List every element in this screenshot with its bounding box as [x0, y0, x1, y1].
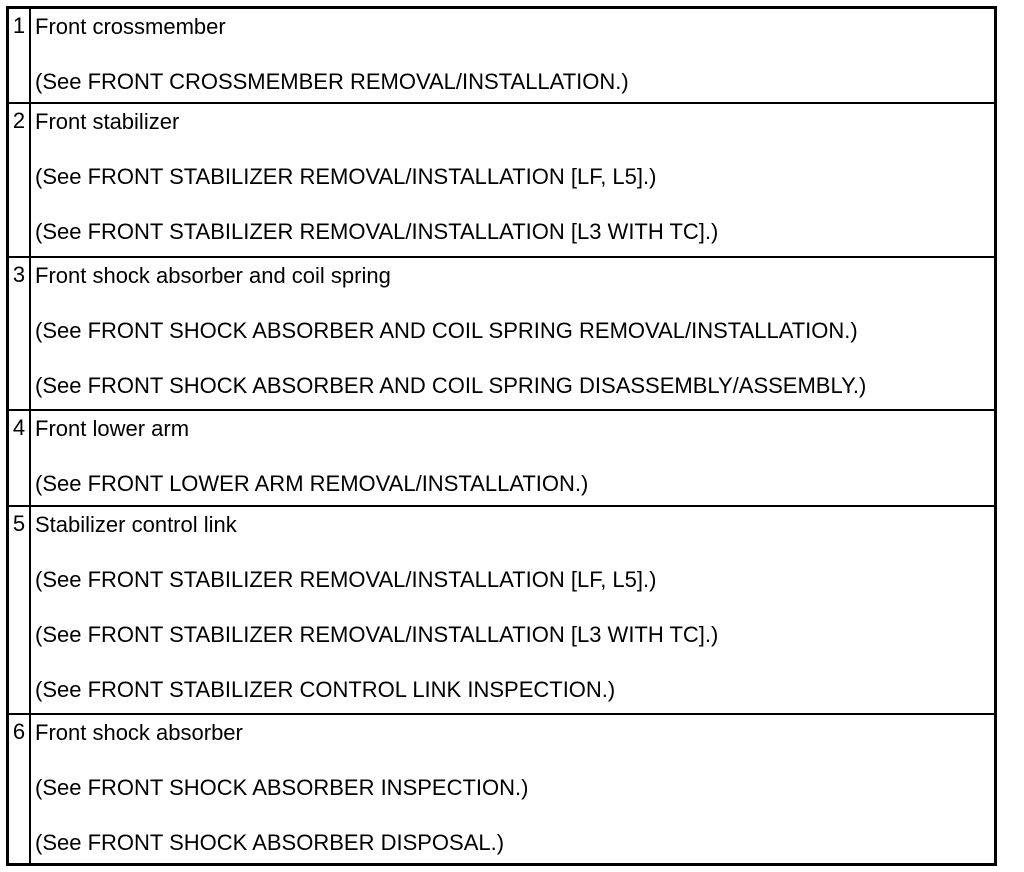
reference-link[interactable]: (See FRONT CROSSMEMBER REMOVAL/INSTALLATION.) — [35, 69, 629, 94]
reference-link[interactable]: (See FRONT STABILIZER REMOVAL/INSTALLATION [L3 WITH TC].) — [35, 621, 719, 647]
reference-link[interactable]: (See FRONT STABILIZER REMOVAL/INSTALLATION [L3 WITH TC].) — [35, 218, 719, 244]
row-description — [30, 257, 996, 410]
row-number: 4 — [8, 410, 31, 506]
row-number: 1 — [8, 8, 31, 103]
part-name: Front lower arm — [35, 415, 190, 441]
part-name: Front shock absorber and coil spring — [35, 262, 391, 288]
reference-link[interactable]: (See FRONT STABILIZER REMOVAL/INSTALLATION [LF, L5].) — [35, 566, 657, 592]
row-description — [30, 103, 996, 257]
reference-link[interactable]: (See FRONT STABILIZER CONTROL LINK INSPECTION.) — [35, 676, 616, 702]
parts-table — [6, 6, 997, 866]
table-row — [8, 8, 996, 103]
row-number: 5 — [8, 506, 31, 714]
reference-link[interactable]: (See FRONT SHOCK ABSORBER AND COIL SPRING DISASSEMBLY/ASSEMBLY.) — [35, 372, 867, 398]
row-description — [30, 714, 996, 865]
reference-link[interactable]: (See FRONT STABILIZER REMOVAL/INSTALLATION [LF, L5].) — [35, 163, 657, 189]
table-row — [8, 714, 996, 865]
row-number: 6 — [8, 714, 31, 865]
row-number: 3 — [8, 257, 31, 410]
table-row — [8, 506, 996, 714]
table-row — [8, 410, 996, 506]
part-name: Front crossmember — [35, 14, 226, 39]
table-row — [8, 257, 996, 410]
row-number: 2 — [8, 103, 31, 257]
row-description — [30, 8, 996, 103]
row-description — [30, 506, 996, 714]
part-name: Stabilizer control link — [35, 511, 237, 537]
reference-link[interactable]: (See FRONT SHOCK ABSORBER DISPOSAL.) — [35, 829, 505, 855]
table-row — [8, 103, 996, 257]
row-description — [30, 410, 996, 506]
part-name: Front shock absorber — [35, 719, 243, 745]
reference-link[interactable]: (See FRONT SHOCK ABSORBER AND COIL SPRING REMOVAL/INSTALLATION.) — [35, 317, 858, 343]
part-name: Front stabilizer — [35, 108, 180, 134]
reference-link[interactable]: (See FRONT SHOCK ABSORBER INSPECTION.) — [35, 774, 529, 800]
reference-link[interactable]: (See FRONT LOWER ARM REMOVAL/INSTALLATION.) — [35, 470, 589, 496]
